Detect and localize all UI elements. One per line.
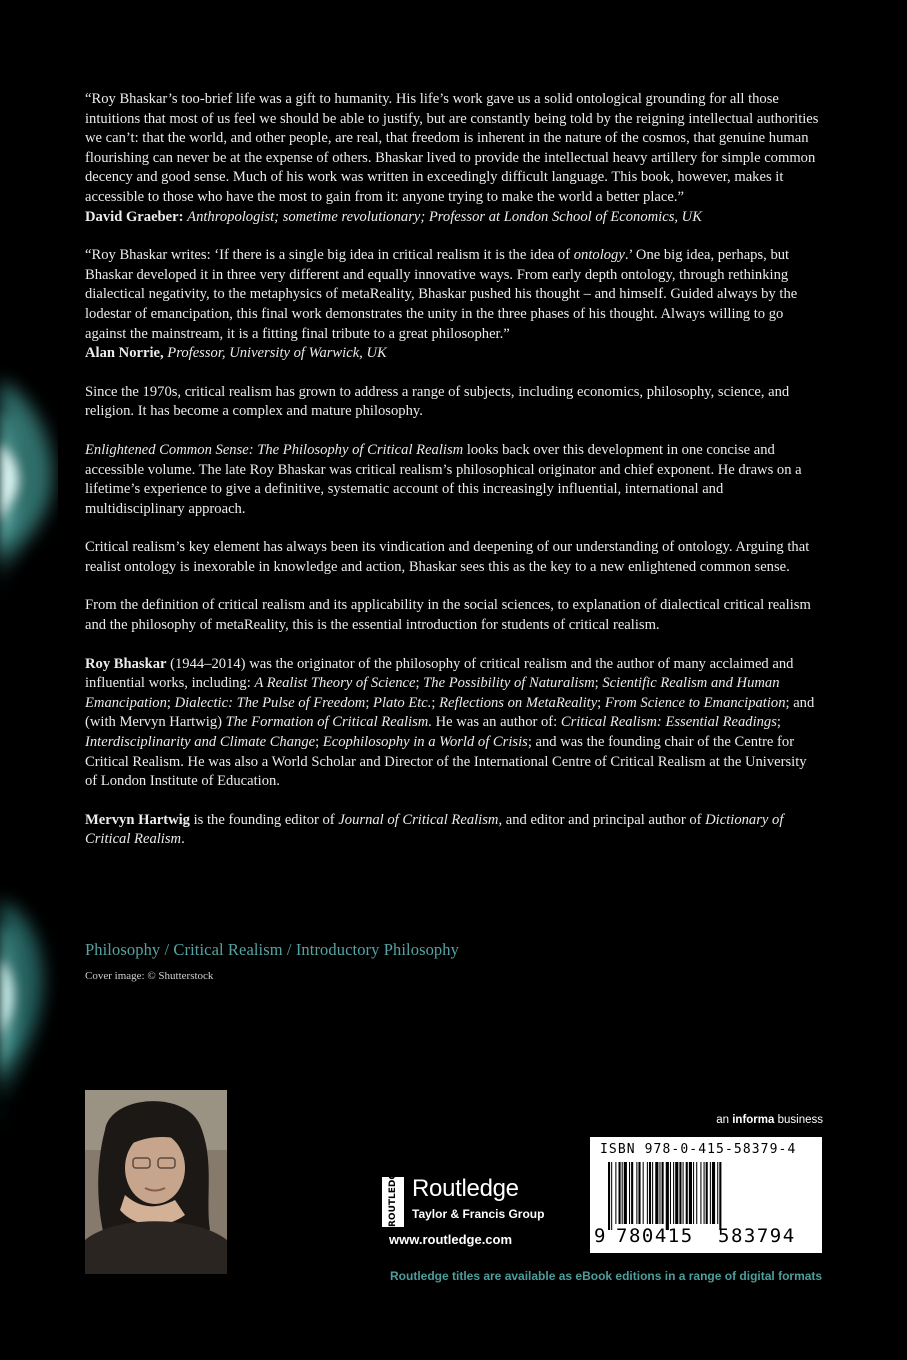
book-title: Enlightened Common Sense: The Philosophy of Critical Realism bbox=[85, 441, 464, 458]
bio-text: (1944–2014) was the originator of the philosophy of critical realism and the author of many acclaimed and influential works, including: bbox=[85, 655, 794, 692]
barcode-bar bbox=[652, 1162, 653, 1224]
bio-text: ; and was the founding chair of the Centre for Critical Realism. He was also a World Scholar and Director of the International Centre of Critical Realism at the University of London Institute of Education. bbox=[85, 734, 807, 790]
work-title: Interdisciplinarity and Climate Change bbox=[85, 734, 316, 751]
bio-text: ; bbox=[166, 694, 175, 711]
bio-text: ; bbox=[776, 714, 781, 731]
publisher-group: Taylor & Francis Group bbox=[412, 1207, 545, 1221]
barcode-bar bbox=[615, 1162, 616, 1224]
blurb-graeber-quote: “Roy Bhaskar’s too-brief life was a gift to humanity. His life’s work gave us a solid ontological grounding for all those intuitions that most of us feel we should be able to justify, but are constantly being told by the reigning intellectual authorities we can’t: that the world, and other people, are real, that freedom is inherent in the nature of the cosmos, that genuine human flourishing can never be at the expense of others. Bhaskar lived to provide the intellectual heavy artillery for simple common decency and good sense. Much of his work was written in exceedingly difficult language. This book, however, makes it accessible to those who have the most to gain from it: anyone trying to make the world a better place.” bbox=[85, 91, 819, 205]
isbn-digit-lead: 9 bbox=[594, 1225, 606, 1247]
barcode-bar bbox=[686, 1162, 688, 1224]
barcode-bar bbox=[706, 1162, 708, 1224]
work-title: Dictionary of Critical Realism bbox=[85, 811, 784, 848]
bio-text: ; bbox=[431, 694, 440, 711]
work-title: Journal of Critical Realism bbox=[338, 811, 499, 828]
barcode-bar bbox=[696, 1162, 697, 1224]
barcode-bar bbox=[636, 1162, 637, 1224]
blurb-norrie-quote-start: “Roy Bhaskar writes: ‘If there is a single big idea in critical realism it is the idea of bbox=[85, 247, 574, 264]
blurb-norrie-quote-end: .’ One big idea, perhaps, but Bhaskar developed it in three very different and equally innovative ways. From early depth ontology, through rethinking dialectical negativity, to the metaphysics of metaReality, Bhaskar pushed his thought – and himself. Guided always by the lodestar of emancipation, this final work demonstrates the unity in the three phases of his thought. Always willing to go against the mainstream, it is a fitting final tribute to a great philosopher.” bbox=[85, 247, 798, 342]
barcode-bar bbox=[673, 1162, 674, 1224]
work-title: Plato Etc. bbox=[373, 694, 432, 711]
blurb-norrie-role: Professor, University of Warwick, UK bbox=[167, 345, 387, 362]
barcode-bar bbox=[659, 1162, 660, 1224]
description-paragraph bbox=[85, 441, 820, 519]
bio-text: ; and (with Mervyn Hartwig) bbox=[85, 694, 815, 731]
informa-suffix: business bbox=[774, 1114, 823, 1126]
work-title: Dialectic: The Pulse of Freedom bbox=[174, 694, 366, 711]
publisher-name: Routledge bbox=[412, 1175, 519, 1202]
blurb-norrie bbox=[85, 246, 820, 364]
barcode-bar bbox=[643, 1162, 644, 1224]
back-cover-copy bbox=[85, 90, 820, 869]
isbn-barcode bbox=[590, 1137, 822, 1253]
barcode-bar bbox=[675, 1162, 678, 1224]
barcode-bar bbox=[710, 1162, 711, 1224]
work-title: The Formation of Critical Realism. bbox=[225, 714, 432, 731]
bio-text: . bbox=[181, 831, 185, 848]
work-title: Critical Realism: Essential Readings bbox=[560, 714, 777, 731]
barcode-bar bbox=[689, 1162, 692, 1224]
description-paragraph: From the definition of critical realism and its applicability in the social sciences, to explanation of dialectical critical realism and the philosophy of metaReality, this is the essential introduction for students of critical realism. bbox=[85, 597, 811, 634]
informa-tagline bbox=[716, 1114, 823, 1126]
work-title: The Possibility of Naturalism bbox=[423, 675, 595, 692]
author-name: Roy Bhaskar bbox=[85, 655, 167, 672]
routledge-logo bbox=[382, 1166, 582, 1235]
blurb-graeber-attribution bbox=[85, 208, 820, 228]
author-name: Mervyn Hartwig bbox=[85, 811, 190, 828]
blurb-norrie-quote-italic: ontology bbox=[573, 247, 625, 264]
blurb-graeber bbox=[85, 90, 820, 227]
author-bio-hartwig bbox=[85, 811, 820, 850]
bio-text: is the founding editor of bbox=[189, 811, 339, 828]
isbn-text: ISBN 978-0-415-58379-4 bbox=[600, 1142, 797, 1157]
barcode-bar bbox=[638, 1162, 640, 1224]
barcode-bar bbox=[719, 1162, 721, 1230]
informa-prefix: an bbox=[716, 1114, 733, 1126]
blurb-graeber-name: David Graeber: bbox=[85, 208, 184, 225]
publisher-url[interactable]: www.routledge.com bbox=[389, 1232, 513, 1247]
barcode-bar bbox=[717, 1162, 718, 1224]
bio-text: ; bbox=[594, 675, 603, 692]
bio-text: ; bbox=[365, 694, 374, 711]
author-photo bbox=[85, 1090, 227, 1274]
bio-text: , and editor and principal author of bbox=[498, 811, 706, 828]
barcode-bar bbox=[619, 1162, 621, 1224]
barcode-bar bbox=[712, 1162, 715, 1224]
barcode-bar bbox=[679, 1162, 681, 1224]
blurb-norrie-name: Alan Norrie, bbox=[85, 345, 164, 362]
barcode-bar bbox=[608, 1162, 610, 1230]
bio-text: He was an author of: bbox=[431, 714, 561, 731]
description-text: looks back over this development in one concise and accessible volume. The late Roy Bhaskar was critical realism’s philosophical originator and chief exponent. He draws on a lifetime’s experience to give a definitive, systematic account of this increasingly influential, international and multidisciplinary approach. bbox=[85, 441, 802, 517]
barcode-bar bbox=[700, 1162, 701, 1224]
work-title: A Realist Theory of Science bbox=[254, 675, 416, 692]
barcode-bars bbox=[608, 1162, 814, 1230]
routledge-badge-icon: ROUTLEDGE bbox=[382, 1177, 404, 1227]
isbn-digits-right: 583794 bbox=[718, 1225, 796, 1247]
isbn-digits-left: 780415 bbox=[616, 1225, 694, 1247]
subject-categories: Philosophy / Critical Realism / Introductory Philosophy bbox=[85, 940, 459, 959]
barcode-bar bbox=[683, 1162, 684, 1224]
barcode-bar bbox=[631, 1162, 633, 1224]
barcode-bar bbox=[647, 1162, 648, 1224]
work-title: Scientific Realism and Human Emancipation bbox=[85, 675, 780, 711]
author-bio-bhaskar bbox=[85, 655, 820, 792]
description-paragraph: Since the 1970s, critical realism has grown to address a range of subjects, including economics, philosophy, science, and religion. It has become a complex and mature philosophy. bbox=[85, 383, 790, 420]
barcode-bar bbox=[611, 1162, 612, 1230]
bio-text: ; bbox=[415, 675, 424, 692]
blurb-norrie-attribution bbox=[85, 344, 820, 364]
work-title: Ecophilosophy in a World of Crisis bbox=[322, 734, 528, 751]
blurb-graeber-role: Anthropologist; sometime revolutionary; Professor at London School of Economics, UK bbox=[187, 208, 702, 225]
cover-image-credit: Cover image: © Shutterstock bbox=[85, 970, 214, 982]
barcode-bar bbox=[624, 1162, 627, 1224]
barcode-bar bbox=[693, 1162, 694, 1224]
bio-text: ; bbox=[597, 694, 605, 711]
barcode-bar bbox=[649, 1162, 651, 1224]
informa-brand: informa bbox=[732, 1114, 775, 1126]
ebook-availability-note: Routledge titles are available as eBook editions in a range of digital formats bbox=[390, 1269, 823, 1283]
work-title: From Science to Emancipation bbox=[604, 694, 786, 711]
barcode-bar bbox=[670, 1162, 671, 1224]
barcode-bar bbox=[666, 1162, 669, 1230]
barcode-bar bbox=[662, 1162, 664, 1224]
barcode-bar bbox=[655, 1162, 658, 1224]
description-paragraph: Critical realism’s key element has always been its vindication and deepening of our understanding of ontology. Arguing that realist ontology is inexorable in knowledge and action, Bhaskar sees this as the key to a new enlightened common sense. bbox=[85, 539, 810, 575]
author-photo-illustration bbox=[85, 1090, 227, 1274]
barcode-bar bbox=[622, 1162, 623, 1224]
barcode-bar bbox=[629, 1162, 630, 1224]
bio-text: ; bbox=[315, 734, 323, 751]
work-title: Reflections on MetaReality bbox=[439, 694, 598, 711]
barcode-bar bbox=[704, 1162, 705, 1224]
